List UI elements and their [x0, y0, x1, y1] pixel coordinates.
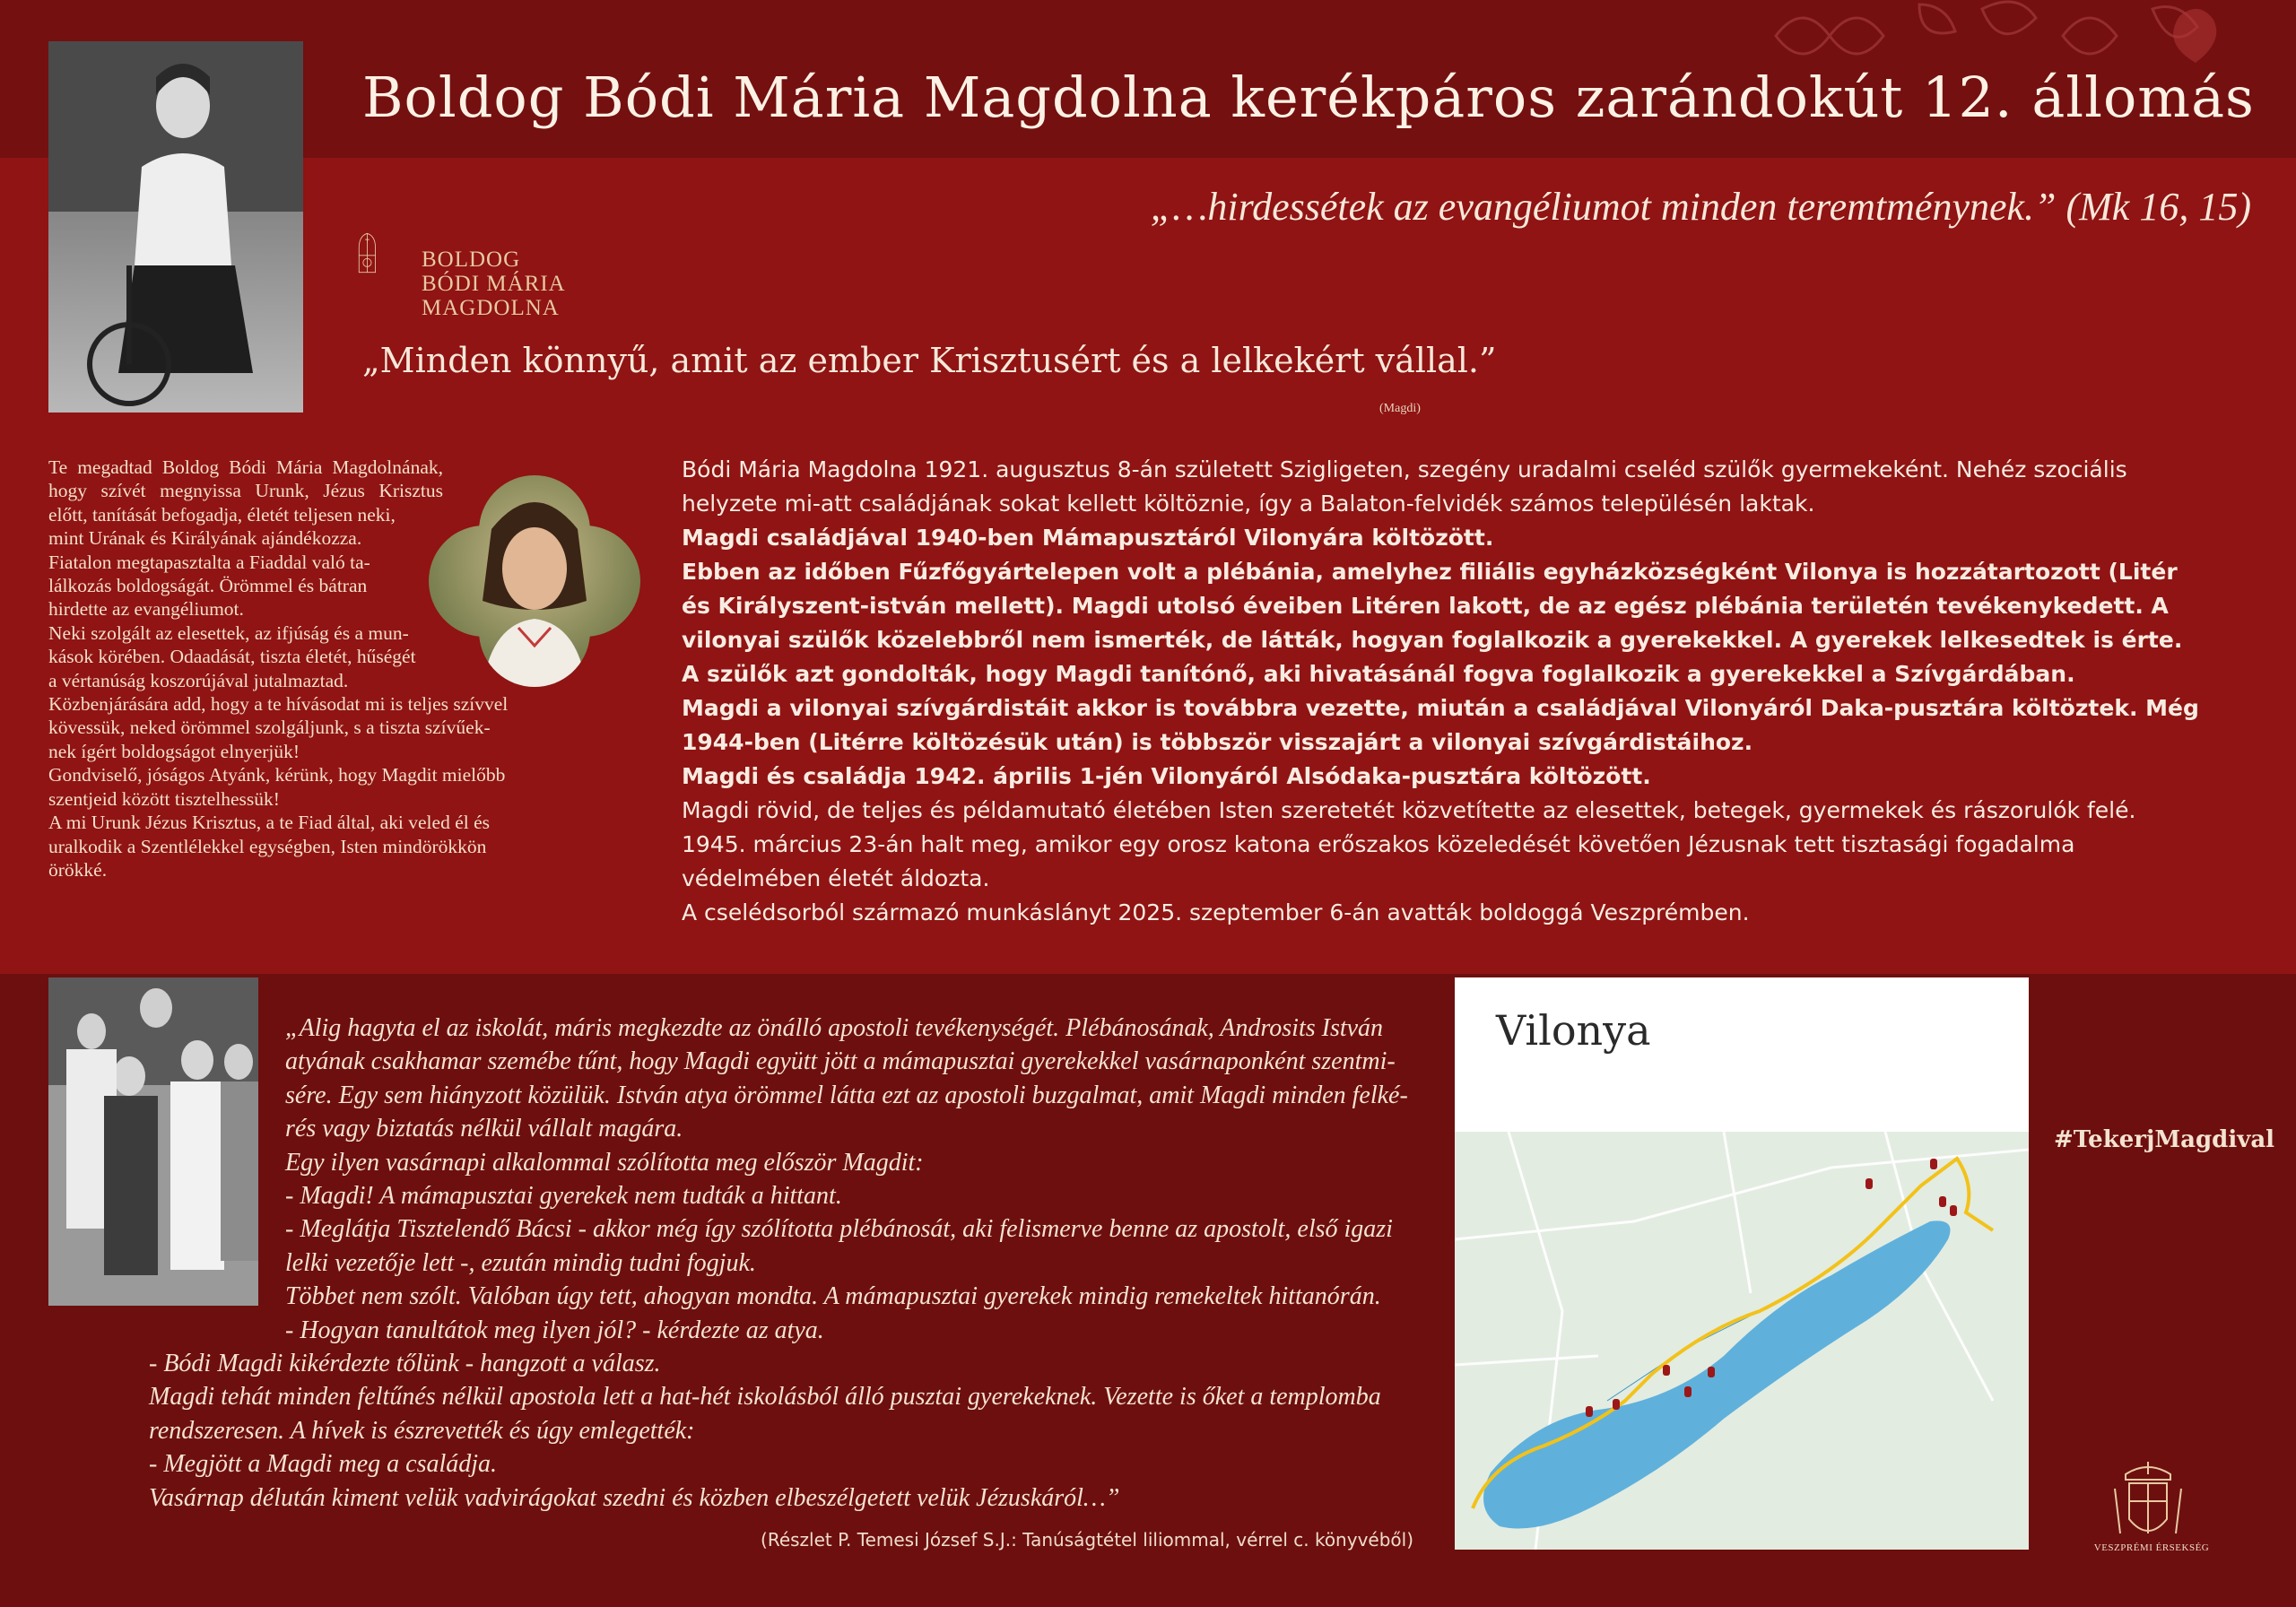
hashtag-label: #TekerjMagdival [2054, 1126, 2275, 1153]
prayer-line: Te megadtad Boldog Bódi Mária Magdolnának, [48, 456, 443, 478]
bio-paragraph: 1945. március 23-án halt meg, amikor egy orosz katona erőszakos közeledését követően Jézusnak tett tisztasági fogadalma védelmében életét áldozta. [682, 831, 2075, 891]
narrative-line: rendszeresen. A hívek is észrevették és úgy emlegették: [149, 1416, 695, 1445]
prayer-line: hirdette az evangéliumot. [48, 598, 244, 621]
page-title: Boldog Bódi Mária Magdolna kerékpáros zarándokút 12. állomás [362, 65, 2255, 130]
chapel-logo-icon [357, 188, 429, 317]
prayer-line: mint Urának és Királyának ajándékozza. [48, 527, 362, 550]
route-map[interactable] [1455, 1132, 2029, 1550]
bio-paragraph-bold: Magdi családjával 1940-ben Mámapusztáról Vilonyára költözött. [682, 525, 1494, 551]
logo-line-1: BOLDOG [422, 248, 521, 272]
bio-paragraph-bold: Magdi a vilonyai szívgárdistáit akkor is továbbra vezette, miután a családjával Vilonyáról Daka-pusztára költöztek. Még 1944-ben (Litérre költözésük után) is többször visszajárt a vilonyai szívgárdistáihoz. [682, 695, 2199, 755]
motto-source: (Magdi) [1379, 402, 1421, 415]
prayer-line: lálkozás boldogságát. Örömmel és bátran [48, 575, 368, 597]
logo-text [422, 248, 566, 320]
motto-quote: „Minden könnyű, amit az ember Krisztusért és a lelkekért vállal.” [362, 341, 1497, 380]
bio-paragraph: A cselédsorból származó munkáslányt 2025. szeptember 6-án avatták boldoggá Veszprémben. [682, 899, 1750, 925]
narrative-line: - Bódi Magdi kikérdezte tőlünk - hangzott a válasz. [149, 1350, 661, 1378]
narrative-source: (Részlet P. Temesi József S.J.: Tanúságtétel liliommal, vérrel c. könyvéből) [761, 1529, 1413, 1551]
narrative-line: lelki vezetője lett -, ezután mindig tudni fogjuk. [285, 1248, 756, 1277]
portrait-painting [429, 475, 640, 687]
narrative-line: - Hogyan tanultátok meg ilyen jól? - kérdezte az atya. [285, 1316, 824, 1344]
prayer-line: A mi Urunk Jézus Krisztus, a te Fiad által, aki veled él és [48, 812, 490, 834]
narrative-line: Magdi tehát minden feltűnés nélkül apostola lett a hat-hét iskolásból álló pusztai gyerekeknek. Vezette is őket a templomba [149, 1383, 1381, 1412]
prayer-line: örökké. [48, 858, 108, 881]
bio-paragraph-bold: Magdi és családja 1942. április 1-jén Vilonyáról Alsódaka-pusztára költözött. [682, 763, 1651, 789]
map-title: Vilonya [1496, 1006, 1651, 1055]
prayer-line: szentjeid között tisztelhessük! [48, 787, 280, 810]
narrative-line: atyának csakhamar szemébe tűnt, hogy Magdi együtt jött a mámapusztai gyerekekkel vasárnaponként szentmi- [285, 1047, 1396, 1076]
prayer-line: Gondviselő, jóságos Atyánk, kérünk, hogy Magdit mielőbb [48, 764, 506, 786]
prayer-line: előtt, tanítását befogadja, életét teljesen neki, [48, 503, 396, 526]
prayer-line: kások körében. Odaadását, tiszta életét, hűségét [48, 646, 416, 668]
narrative-line: rés vagy biztatás nélkül vállalt magára. [285, 1115, 683, 1143]
crest-label: VESZPRÉMI ÉRSEKSÉG [2093, 1542, 2210, 1553]
prayer-line: Neki szolgált az elesettek, az ifjúság és a mun- [48, 621, 409, 644]
prayer-line: hogy szívét megnyissa Urunk, Jézus Krisztus [48, 480, 443, 502]
narrative-line: Egy ilyen vasárnapi alkalommal szólította meg először Magdit: [285, 1148, 924, 1177]
prayer-line: a vértanúság koszorújával jutalmaztad. [48, 669, 349, 691]
bio-paragraph-bold: Ebben az időben Fűzfőgyártelepen volt a plébánia, amelyhez filiális egyházközségként Vilonya is hozzátartozott (Litér és Királyszent-istván mellett). Magdi utolsó éveiben Litéren lakott, de az egész plébánia területén tevékenykedett. A vilonyai szülők közelebbről nem ismerték, de látták, hogyan foglalkozik a gyerekekkel. A gyerekek lelkesedtek is érte. A szülők azt gondolták, hogy Magdi tanítónő, aki hivatásánál fogva foglalkozik a gyerekekkel a Szívgárdában. [682, 559, 2183, 687]
prayer-line: kövessük, neked örömmel szolgáljunk, s a tiszta szívűek- [48, 717, 491, 739]
prayer-line: uralkodik a Szentlélekkel egységben, Isten mindörökkön [48, 835, 487, 857]
narrative-line: - Megjött a Magdi meg a családja. [149, 1450, 498, 1479]
bio-paragraph: Magdi rövid, de teljes és példamutató életében Isten szeretetét közvetítette az elesettek, betegek, gyermekek és rászorulók felé. [682, 797, 2136, 823]
map-card [1455, 977, 2029, 1550]
narrative-line: „Alig hagyta el az iskolát, máris megkezdte az önálló apostoli tevékenységét. Plébánosának, Androsits István [285, 1014, 1384, 1042]
logo-line-3: MAGDOLNA [422, 296, 560, 320]
narrative-line: Többet nem szólt. Valóban úgy tett, ahogyan mondta. A mámapusztai gyerekek mindig remekeltek hittanórán. [285, 1282, 1381, 1311]
narrative-quote [149, 1012, 1422, 1515]
narrative-line: Vasárnap délután kiment velük vadvirágokat szedni és közben elbeszélgetett velük Jézuskáról…” [149, 1483, 1120, 1512]
biography-text [682, 453, 2206, 930]
logo-line-2: BÓDI MÁRIA [422, 272, 566, 296]
scripture-quote: „…hirdessétek az evangéliumot minden teremtménynek.” (Mk 16, 15) [1150, 185, 2251, 229]
prayer-line: Fiatalon megtapasztalta a Fiaddal való ta- [48, 551, 370, 573]
prayer-line: nek ígért boldogságot elnyerjük! [48, 740, 300, 762]
narrative-line: - Magdi! A mámapusztai gyerekek nem tudták a hittant. [285, 1182, 842, 1211]
portrait-with-bicycle-photo [48, 41, 303, 413]
narrative-line: sére. Egy sem hiányzott közülük. István atya örömmel látta ezt az apostoli buzgalmat, amit Magdi minden felké- [285, 1081, 1408, 1109]
narrative-line: - Meglátja Tisztelendő Bácsi - akkor még így szólította plébánosát, aki felismerve benne az apostolt, első igazi [285, 1215, 1393, 1244]
prayer-line: Közbenjárására add, hogy a te hívásodat mi is teljes szívvel [48, 693, 509, 716]
bio-paragraph: Bódi Mária Magdolna 1921. augusztus 8-án született Szigligeten, szegény uradalmi cseléd szülők gyermekeként. Nehéz szociális helyzete mi-att családjának sokat kellett költöznie, így a Balaton-felvidék számos településén laktak. [682, 456, 2127, 517]
